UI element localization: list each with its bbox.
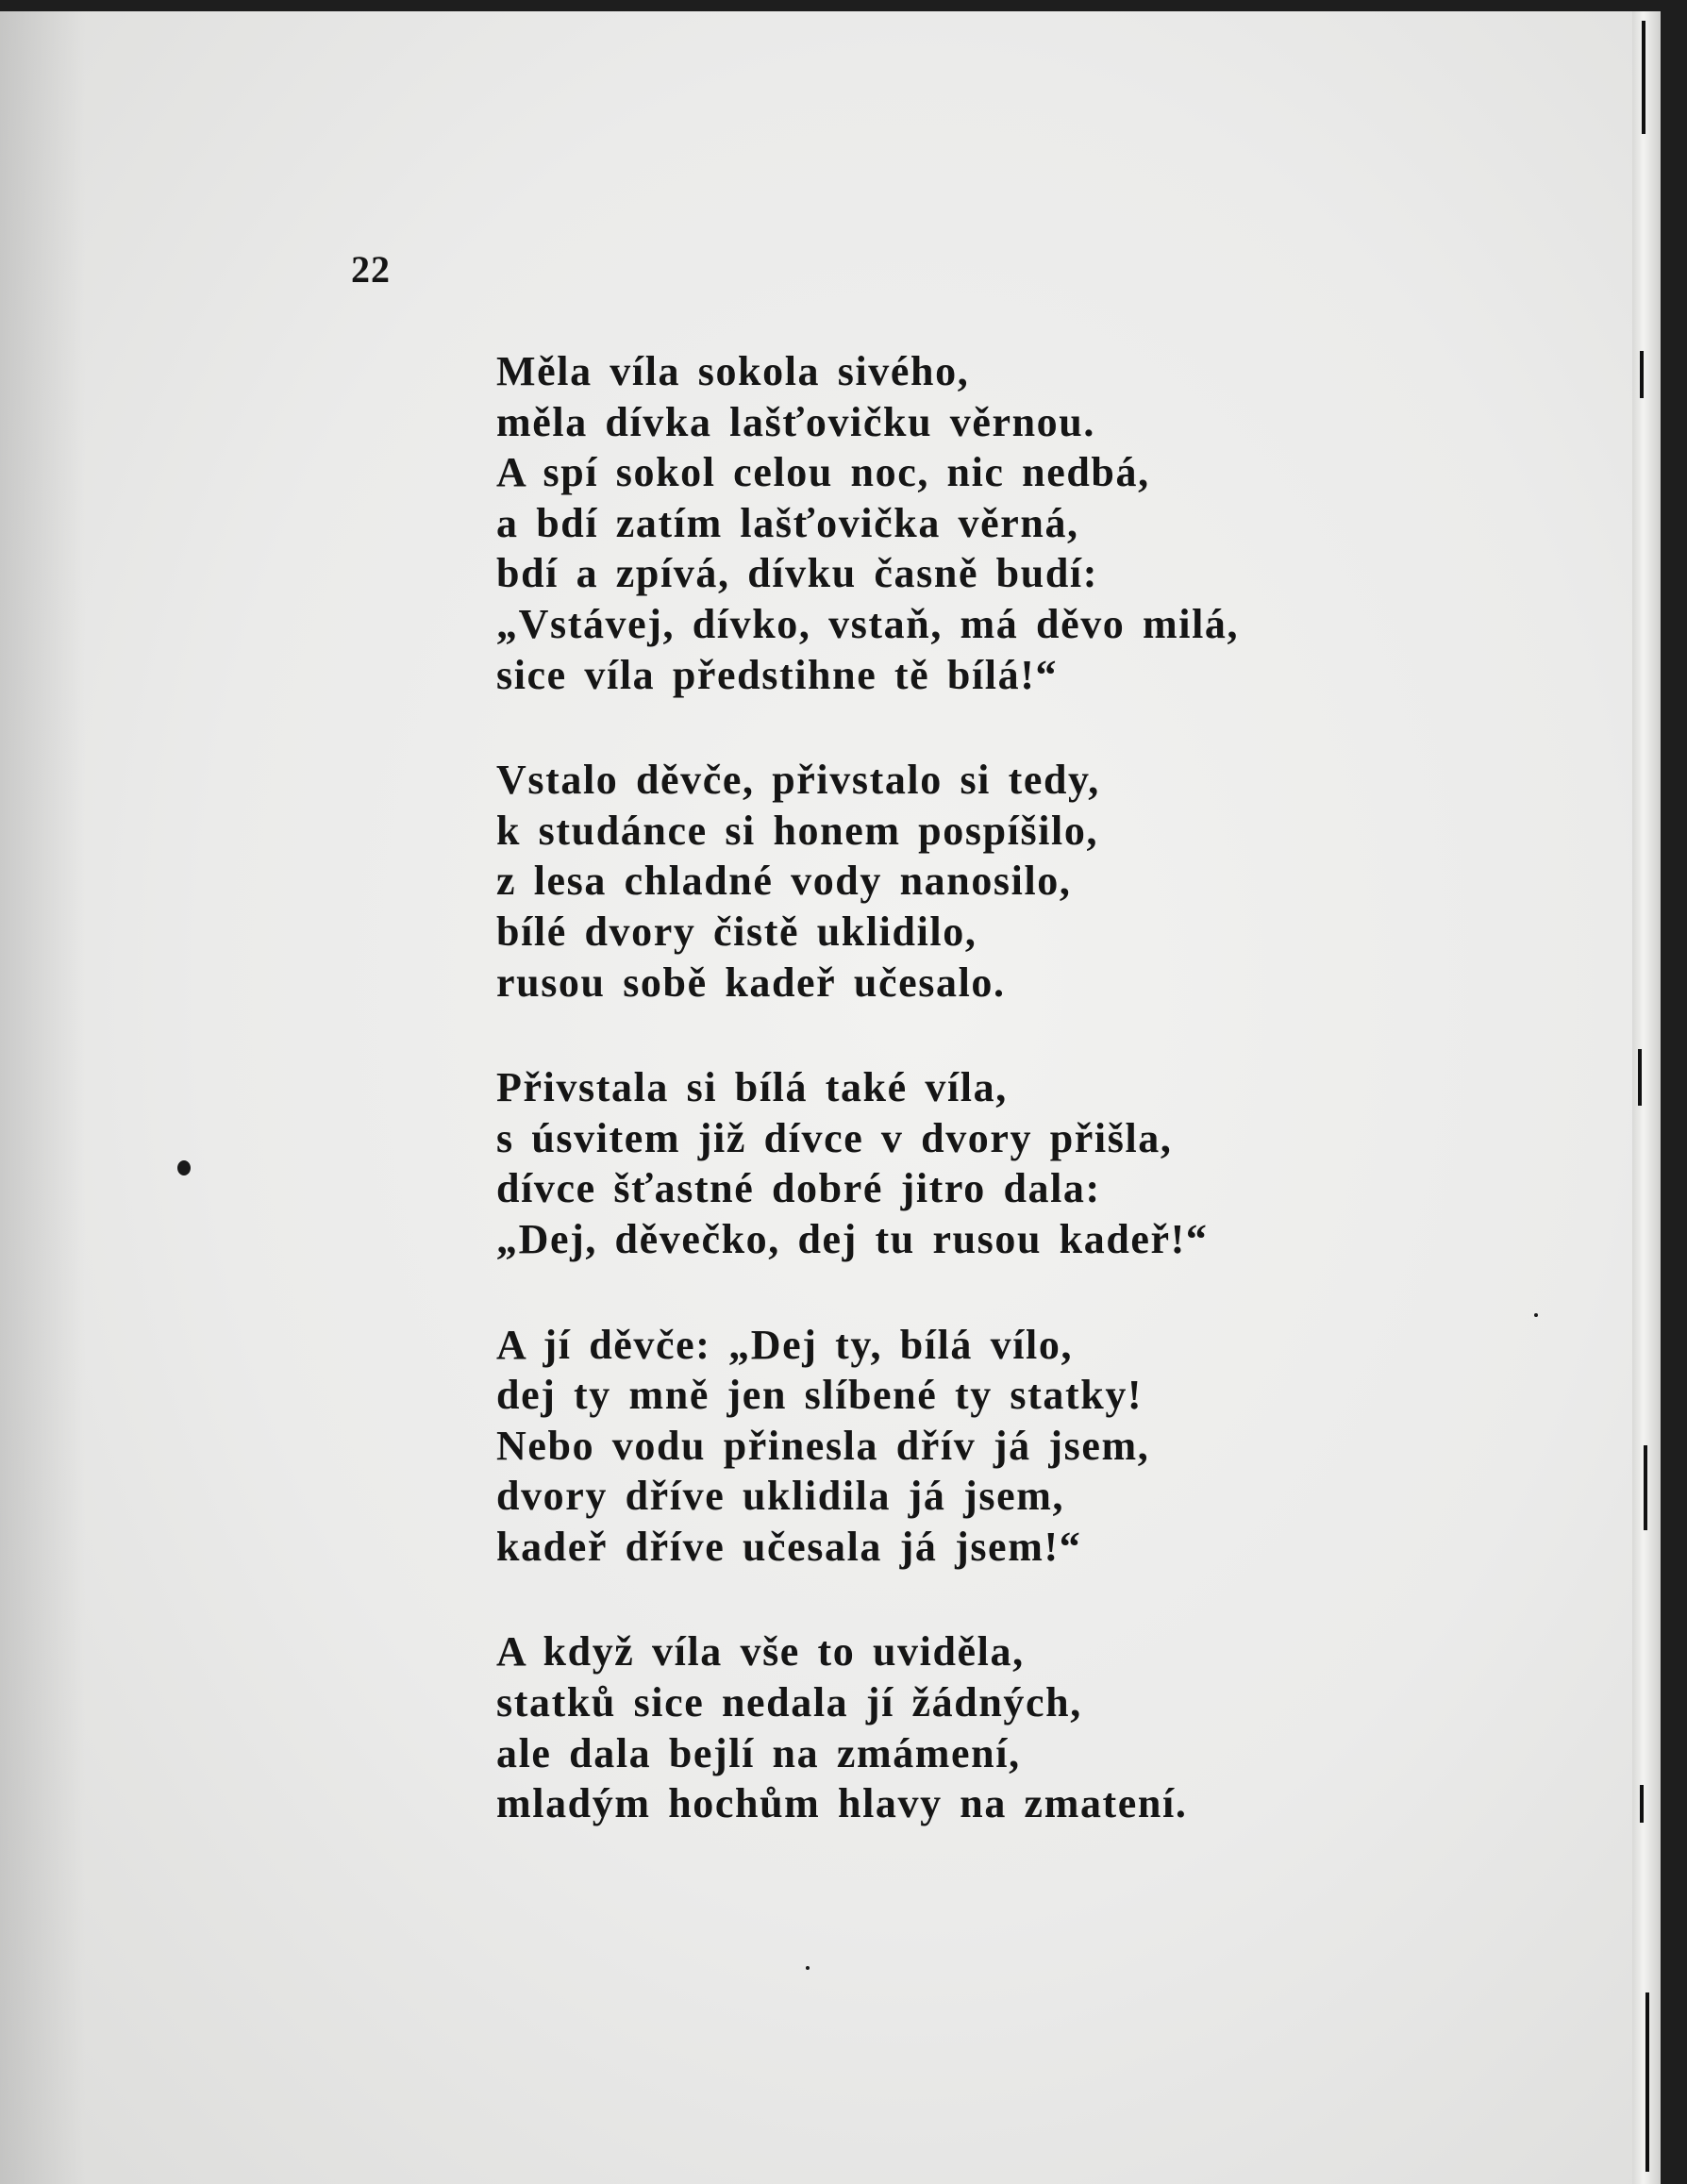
verse-line: s úsvitem již dívce v dvory přišla, [496,1114,1173,1161]
verse-line: statků sice nedala jí žádných, [496,1679,1082,1726]
stanza-3 [496,1062,1534,1264]
right-edge-mark [1640,1785,1644,1823]
page-gutter-shadow [0,11,85,2184]
ink-speck [1534,1313,1538,1317]
verse-line: k studánce si honem pospíšilo, [496,807,1099,854]
verse-line: mladým hochům hlavy na zmatení. [496,1780,1188,1827]
verse-line: bílé dvory čistě uklidilo, [496,908,977,955]
verse-line: Přivstala si bílá také víla, [496,1064,1008,1111]
ink-speck [177,1160,191,1175]
right-edge-mark [1640,351,1644,398]
verse-line: z lesa chladné vody nanosilo, [496,858,1072,905]
page-number: 22 [351,248,391,291]
verse-line: dívce šťastné dobré jitro dala: [496,1165,1101,1212]
right-edge-mark [1642,21,1645,134]
verse-line: Nebo vodu přinesla dřív já jsem, [496,1422,1150,1469]
verse-line: bdí a zpívá, dívku časně budí: [496,550,1098,597]
verse-line: měla dívka lašťovičku věrnou. [496,398,1095,445]
verse-line: A když víla vše to uviděla, [496,1628,1025,1676]
right-edge-mark [1644,1445,1647,1530]
ink-speck [806,1966,810,1970]
verse-line: A jí děvče: „Dej ty, bílá vílo, [496,1321,1074,1368]
right-edge-mark [1645,1992,1649,2172]
poem-text [496,346,1534,1884]
verse-line: rusou sobě kadeř učesalo. [496,959,1006,1006]
verse-line: „Vstávej, dívko, vstaň, má děvo milá, [496,600,1240,647]
verse-line: „Dej, děvečko, dej tu rusou kadeř!“ [496,1215,1209,1262]
book-page [0,11,1661,2184]
right-edge-mark [1638,1049,1642,1106]
stanza-1 [496,346,1534,700]
verse-line: Měla víla sokola sivého, [496,348,970,394]
stanza-5 [496,1626,1534,1828]
stanza-2 [496,755,1534,1008]
verse-line: a bdí zatím lašťovička věrná, [496,499,1079,546]
verse-line: sice víla předstihne tě bílá!“ [496,651,1059,698]
page-right-edge [1632,11,1661,2184]
verse-line: dvory dříve uklidila já jsem, [496,1473,1065,1520]
verse-line: dej ty mně jen slíbené ty statky! [496,1372,1144,1419]
verse-line: A spí sokol celou noc, nic nedbá, [496,449,1150,496]
verse-line: ale dala bejlí na zmámení, [496,1729,1021,1776]
verse-line: kadeř dříve učesala já jsem!“ [496,1523,1082,1570]
stanza-4 [496,1320,1534,1573]
verse-line: Vstalo děvče, přivstalo si tedy, [496,757,1100,804]
